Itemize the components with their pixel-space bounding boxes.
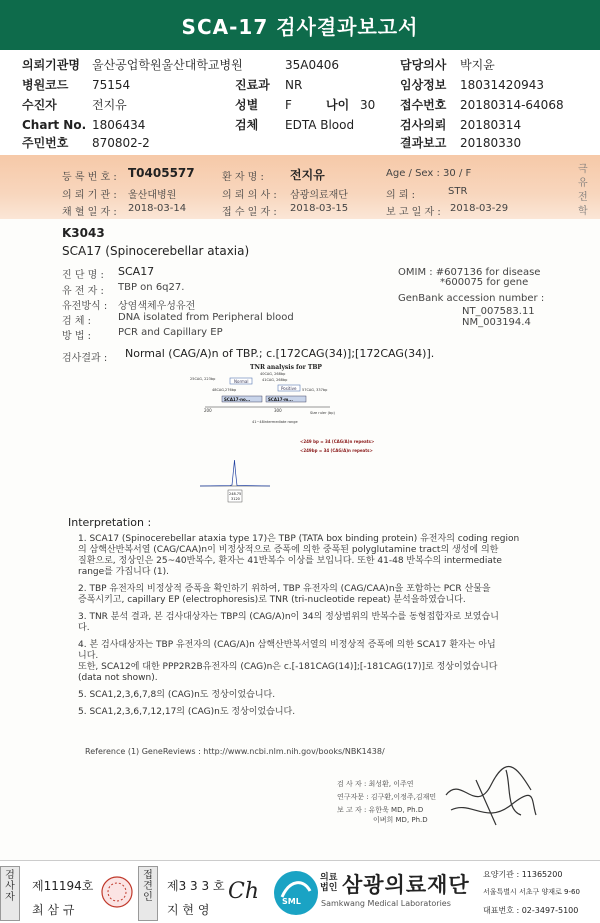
doctor-value: 박지윤 (460, 58, 495, 72)
info-2: 서울특별시 서초구 양재로 9-60 (483, 888, 580, 896)
clinic-label: 임상정보 (400, 78, 447, 92)
sample-date-label: 채 혈 일 자 : (62, 207, 117, 218)
specimen-value: EDTA Blood (285, 118, 355, 132)
interpretation-line: 5. SCA1,2,3,6,7,8의 (CAG)n도 정상이었습니다. (78, 690, 276, 700)
interpretation-line: 니다. (78, 651, 99, 661)
req-doc-label: 의 뢰 의 사 : (222, 190, 277, 201)
test-name: SCA17 (Spinocerebellar ataxia) (62, 244, 250, 258)
inherit-label: 유전방식 : (62, 301, 108, 312)
box-normal: SCA17-no... (224, 397, 251, 402)
label-25cag: 25CAG, 223bp (190, 377, 216, 381)
specimen-value-scan: DNA isolated from Peripheral blood (118, 312, 294, 323)
legend-2: <249bp = 34 (CAG/A)n repeats> (300, 448, 373, 453)
specimen-label-scan: 검 체 : (62, 316, 92, 327)
scanned-report (0, 155, 600, 860)
sample-date-value: 2018-03-14 (128, 203, 187, 214)
label-positive: Positive (281, 386, 297, 391)
side-stamp: 극유전학 (578, 164, 588, 217)
genbank-label: GenBank accession number : (398, 293, 545, 304)
interpretation-line: 2. TBP 유전자의 비정상적 증폭을 확인하기 위하여, TBP 유전자의 (CAG/CAA)n을 포함하는 PCR 산물을 (78, 584, 491, 594)
inherit-value: 상염색체우성유전 (118, 301, 196, 312)
dept-value: NR (285, 78, 303, 92)
patient-value: 전지유 (92, 98, 127, 112)
gene-label: 유 전 자 : (62, 286, 104, 297)
accept-label: 접수번호 (400, 98, 447, 112)
signature: Ch (228, 879, 260, 904)
receiver-vertical: 접견인 (143, 870, 153, 903)
testdate-value: 20180314 (460, 118, 522, 132)
official-seal-icon (100, 875, 134, 909)
org-value: 울산대병원 (128, 190, 177, 201)
age-value: 30 (360, 98, 376, 112)
label-41cag: 41CAG, 268bp (262, 378, 288, 382)
inspector-name: 최 삼 규 (32, 903, 75, 917)
receiver-name: 지 현 영 (167, 903, 210, 917)
sml-logo-icon (272, 869, 320, 917)
genbank-2: NM_003194.4 (462, 317, 531, 328)
tnr-analysis-figure (190, 360, 420, 505)
age-label: 나이 (326, 98, 350, 112)
interpretation-line: 3. TNR 분석 결과, 본 검사대상자는 TBP의 (CAG/A)n이 34의 정상범위의 반복수를 동형접합자로 보였습니 (78, 612, 499, 622)
interpretation-line: (data not shown). (78, 673, 158, 683)
interp-title: Interpretation : (68, 516, 152, 529)
report-label: 결과보고 (400, 136, 447, 150)
testdate-label: 검사의뢰 (400, 118, 447, 132)
label-normal: Normal (234, 379, 249, 384)
hospital-value: 울산공업학원울산대학교병원 (92, 58, 243, 72)
interpretation-line: 증폭시키고, capillary EP (electrophoresis)로 TNR (tri-nucleotide repeat) 분석을하였습니다. (78, 595, 466, 605)
interpretation-line: 5. SCA1,2,3,6,7,12,17의 (CAG)n도 정상이었습니다. (78, 707, 296, 717)
chart-label: Chart No. (22, 118, 87, 132)
reg-no-label: 등 록 번 호 : (62, 172, 117, 183)
doctor-label: 담당의사 (400, 58, 447, 72)
clinic-value: 18031420943 (460, 78, 544, 92)
ward-label: 의 뢰 : (386, 190, 416, 201)
hospital-code: 35A0406 (285, 58, 340, 72)
footer (0, 860, 600, 923)
label-40cag: 40CAG, 268bp (260, 372, 286, 376)
recv-date-value: 2018-03-15 (290, 203, 349, 214)
logo-text: SML (282, 897, 301, 906)
patient-label: 수진자 (22, 98, 57, 112)
hospital-label: 의뢰기관명 (22, 58, 80, 72)
req-doc-value: 삼광의료재단 (290, 190, 348, 201)
inspector-id: 제11194호 (32, 879, 94, 893)
gene-value: TBP on 6q27. (118, 282, 185, 293)
interpretation-line: range를 가집니다 (1). (78, 567, 169, 577)
result-value: Normal (CAG/A)n of TBP.; c.[172CAG(34)];[172CAG(34)]. (125, 347, 435, 360)
report-title: SCA-17 검사결과보고서 (0, 0, 600, 50)
trace-peak (200, 460, 270, 486)
method-label: 방 법 : (62, 331, 92, 342)
rrn-label: 주민번호 (22, 136, 69, 150)
header-row-3 (0, 96, 600, 114)
rrn-value: 870802-2 (92, 136, 150, 150)
recv-date-label: 접 수 일 자 : (222, 207, 277, 218)
label-48cag: 48CAG,276bp (212, 388, 237, 392)
info-1: 요양기관 : 11365200 (483, 870, 563, 879)
tick-300: 300 (274, 408, 282, 413)
signature-scribble (436, 755, 546, 835)
accept-value: 20180314-64068 (460, 98, 564, 112)
header-row-5 (0, 134, 600, 152)
interpretation-line: 다. (78, 623, 90, 633)
rep-date-label: 보 고 일 자 : (386, 207, 441, 218)
peak-height: 3120 (231, 497, 240, 501)
code-value: 75154 (92, 78, 131, 92)
org-name: 삼광의료재단 (342, 873, 470, 897)
sex-value: F (285, 98, 292, 112)
reporter-line: 보 고 자 : 유한욱 MD, Ph.D (337, 806, 424, 814)
sex-label: 성별 (235, 98, 259, 112)
scan-patient-value: 전지유 (290, 168, 325, 182)
interpretation-line: 4. 본 검사대상자는 TBP 유전자의 (CAG/A)n 삼핵산반복서열의 비정상적 증폭에 의한 SCA17 환자는 아닙 (78, 640, 496, 650)
chart-title: TNR analysis for TBP (250, 364, 322, 371)
header-row-4 (0, 116, 600, 134)
scan-patient-label: 환 자 명 : (222, 172, 264, 183)
label-57cag: 57CAG, 337bp (302, 388, 328, 392)
report-value: 20180330 (460, 136, 522, 150)
reg-no-value: T0405577 (128, 166, 195, 180)
omim-line1: OMIM : #607136 for disease (398, 267, 541, 278)
test-code: K3043 (62, 226, 105, 240)
reporter-line-2: 이벼희 MD, Ph.D (373, 816, 428, 824)
result-label: 검사결과 : (62, 353, 108, 364)
genbank-1: NT_007583.11 (462, 306, 535, 317)
diag-value: SCA17 (118, 265, 155, 278)
interpretation-line: 의 삼핵산반복서열 (CAG/CAA)n이 비정상적으로 증폭에 의한 중폭된 polyglutamine tract의 생성에 의한 (78, 545, 499, 555)
interpretation-line: 또한, SCA12에 대한 PPP2R2B유전자의 (CAG)n은 c.[-181CAG(14)];[-181CAG(17)]로 정상이었습니다 (78, 662, 498, 672)
ward-value: STR (448, 186, 468, 197)
header-row-1 (0, 56, 600, 74)
tick-200: 200 (204, 408, 212, 413)
code-label: 병원코드 (22, 78, 69, 92)
diag-label: 진 단 명 : (62, 270, 104, 281)
size-ruler-label: Size ruler (bp) (310, 411, 335, 415)
peak-size: 248.75 (229, 492, 242, 496)
inspector-vertical: 검사자 (5, 870, 15, 903)
interpretation-line: 질환으로, 정상인은 25~40반복수, 환자는 41반복수 이상를 보입니다. 또한 41-48 반복수의 intermediate (78, 556, 502, 566)
header-row-2 (0, 76, 600, 94)
omim-line2: *600075 for gene (440, 277, 529, 288)
intermediate-label: 41~48intermediate range (252, 420, 298, 424)
org-label: 의 뢰 기 관 : (62, 190, 117, 201)
org-english: Samkwang Medical Laboratories (321, 899, 451, 908)
researcher-line: 연구자문 : 김구환,이정주,김재민 (337, 793, 437, 801)
method-value: PCR and Capillary EP (118, 327, 223, 338)
scan-agesex: Age / Sex : 30 / F (386, 168, 472, 179)
chart-value: 1806434 (92, 118, 146, 132)
receiver-id: 제3 3 3 호 (167, 879, 225, 893)
box-mutant: SCA17-m... (268, 397, 293, 402)
reference: Reference (1) GeneReviews : http://www.ncbi.nlm.nih.gov/books/NBK1438/ (85, 747, 385, 756)
interpretation-line: 1. SCA17 (Spinocerebellar ataxia type 17)은 TBP (TATA box binding protein) 유전자의 coding region (78, 534, 520, 544)
examiner-line: 검 사 자 : 최성환, 이주연 (337, 780, 414, 788)
rep-date-value: 2018-03-29 (450, 203, 509, 214)
legend-1: <249 bp = 34 (CAG/A)n repeats> (300, 439, 375, 444)
specimen-label: 검체 (235, 118, 259, 132)
info-3: 대표번호 : 02-3497-5100 (483, 906, 579, 915)
dept-label: 진료과 (235, 78, 270, 92)
org-small: 의료법인 (320, 873, 338, 893)
